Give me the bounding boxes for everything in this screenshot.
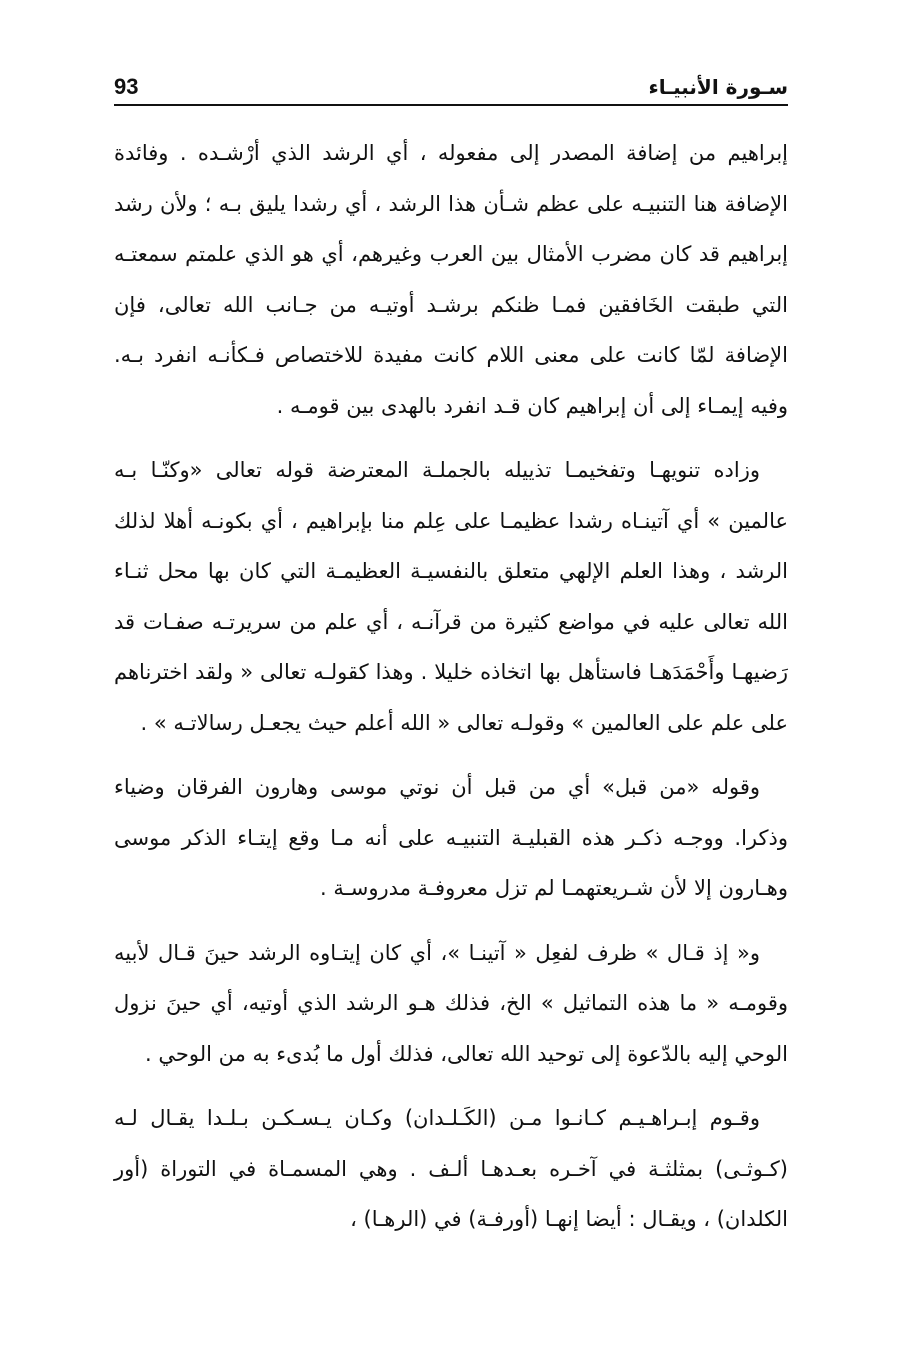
paragraph-3: وقوله «من قبل» أي من قبل أن نوتي موسى وهارون الفرقان وضياء وذكرا. ووجـه ذكـر هذه القبليـة التنبيـه على أنه مـا وقع إيتـاء الذكر موسى وهـارون إلا لأن شـريعتهمـا لم تزل معروفـة مدروسـة . — [114, 775, 788, 900]
paragraph-2: وزاده تنويهـا وتفخيمـا تذييله بالجملـة المعترضة قوله تعالى «وكنّـا بـه عالمين » أي آتينـاه رشدا عظيمـا على عِلم منا بإبراهيم ، أي بكونـه أهلا لذلك الرشد ، وهذا العلم الإلهي متعلق بالنفسيـة العظيمـة التي كان بها محل ثنـاء الله تعالى عليه في مواضع كثيرة من قرآنـه ، أي علم من سريرتـه صفـات قد رَضيهـا وأَحْمَدَهـا فاستأهل بها اتخاذه خليلا . وهذا كقولـه تعالى « ولقد اخترناهم على علم على العالمين » وقولـه تعالى « الله أعلم حيث يجعـل رسالاتـه » . — [114, 458, 788, 735]
paragraph-4: و« إذ قـال » ظرف لفعِل « آتينـا »، أي كان إيتـاوه الرشد حينَ قـال لأبيه وقومـه « ما هذه التماثيل » الخ، فذلك هـو الرشد الذي أوتيه، أي حينَ نزول الوحي إليه بالدّعوة إلى توحيد الله تعالى، فذلك أول ما بُدىء به من الوحي . — [114, 940, 788, 1066]
running-title: سـورة الأنبيـاء — [648, 75, 788, 99]
header-divider — [114, 104, 788, 106]
page-header — [114, 72, 788, 104]
paragraph-1: إبراهيم من إضافة المصدر إلى مفعوله ، أي الرشد الذي أرْشـده . وفائدة الإضافة هنا التنبيـه على عظم شـأن هذا الرشد ، أي رشدا يليق بـه ؛ ولأن رشد إبراهيم قد كان مضرب الأمثال بين العرب وغيرهم، أي هو الذي علمتم سمعتـه التي طبقت الخَافقين فمـا ظنكم برشـد أوتيـه من جـانب الله تعالى، فإن الإضافة لمّا كانت على معنى اللام كانت مفيدة للاختصاص فـكأنـه انفرد بـه. وفيه إيمـاء إلى أن إبراهيم كان قـد انفرد بالهدى بين قومـه . — [114, 141, 788, 418]
body-text — [114, 128, 788, 1245]
paragraph-5: وقـوم إبـراهـيـم كـانـوا مـن (الكَـلـدان) وكـان يـسـكـن بـلـدا يقـال لـه (كـوثـى) بمثلثـة في آخـره بعـدهـا ألـف . وهي المسمـاة في التوراة (أور الكلدان) ، ويقـال : أيضا إنهـا (أورفـة) في (الرهـا) ، — [114, 1106, 788, 1231]
page-number: 93 — [114, 74, 139, 99]
